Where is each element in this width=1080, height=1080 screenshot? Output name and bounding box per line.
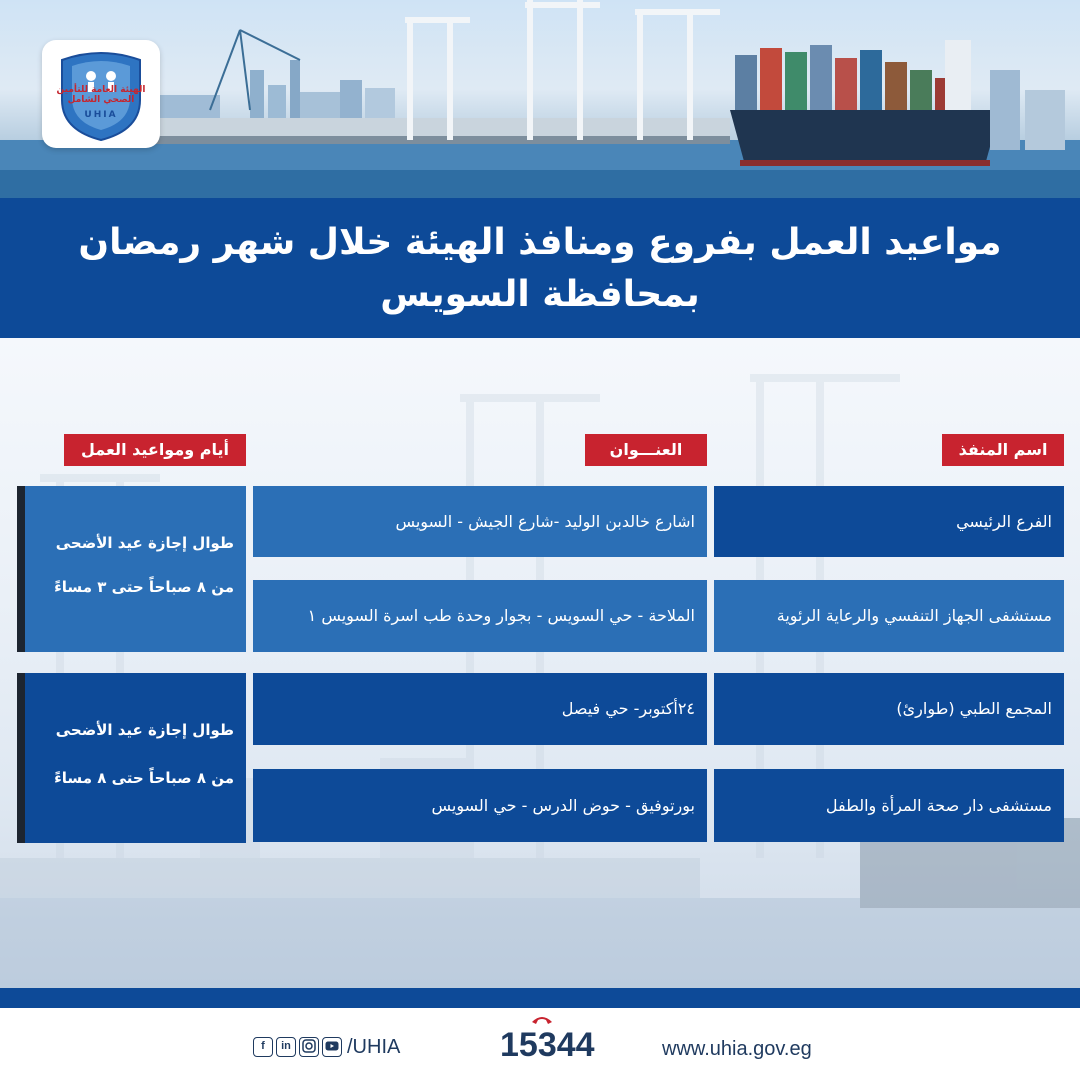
address-text: بورتوفيق - حوض الدرس - حي السويس (431, 795, 695, 815)
outlet-name-text: الفرع الرئيسي (956, 511, 1052, 531)
outlet-name-text: مستشفى دار صحة المرأة والطفل (825, 795, 1052, 815)
outlet-name-text: المجمع الطبي (طوارئ) (896, 699, 1052, 718)
website-link[interactable]: www.uhia.gov.eg (662, 1038, 812, 1060)
footer (0, 1008, 1080, 1080)
linkedin-icon[interactable]: in (276, 1037, 296, 1057)
youtube-icon[interactable] (322, 1037, 342, 1057)
table-cell-name (714, 486, 1064, 557)
table-cell-address (253, 673, 707, 745)
instagram-icon[interactable] (299, 1037, 319, 1057)
page-title-line1: مواعيد العمل بفروع ومنافذ الهيئة خلال شهر رمضان (78, 222, 1002, 263)
title-band (0, 198, 1080, 338)
uhia-logo (42, 40, 160, 148)
header-hours: أيام ومواعيد العمل (64, 434, 246, 466)
outlet-name-text: مستشفى الجهاز التنفسي والرعاية الرئوية (776, 606, 1052, 625)
hotline-number[interactable]: 15344 (500, 1026, 595, 1064)
table-cell-address (253, 486, 707, 557)
group-divider (17, 486, 25, 652)
header-address: العنـــوان (585, 434, 707, 466)
header-photo (0, 0, 1080, 198)
phone-icon (530, 1012, 554, 1026)
port-scene-illustration (0, 0, 1080, 198)
facebook-icon[interactable]: f (253, 1037, 273, 1057)
page-title-line2: بمحافظة السويس (380, 274, 700, 315)
table-cell-address (253, 769, 707, 842)
hours-time: من ٨ صباحاً حتى ٣ مساءً (54, 578, 234, 596)
address-text: ٢٤أكتوبر- حي فيصل (561, 699, 695, 718)
hours-period: طوال إجازة عيد الأضحى (55, 534, 234, 552)
social-handle: /UHIA (347, 1035, 401, 1058)
logo-name: الهيئة العامة للتأمين الصحي الشامل (56, 85, 146, 105)
footer-band (0, 988, 1080, 1008)
address-text: اشارع خالدبن الوليد -شارع الجيش - السويس (395, 511, 695, 531)
hours-cell (25, 673, 246, 843)
table-cell-name (714, 580, 1064, 652)
table-cell-name (714, 673, 1064, 745)
logo-abbr: UHIA (84, 110, 118, 120)
table-cell-name (714, 769, 1064, 842)
group-divider (17, 673, 25, 843)
header-outlet-name: اسم المنفذ (942, 434, 1064, 466)
address-text: الملاحة - حي السويس - بجوار وحدة طب اسرة السويس ١ (307, 606, 695, 625)
hours-cell (25, 486, 246, 652)
table-cell-address (253, 580, 707, 652)
social-links (253, 1036, 400, 1058)
hours-period: طوال إجازة عيد الأضحى (55, 721, 234, 739)
hours-time: من ٨ صباحاً حتى ٨ مساءً (54, 769, 234, 787)
